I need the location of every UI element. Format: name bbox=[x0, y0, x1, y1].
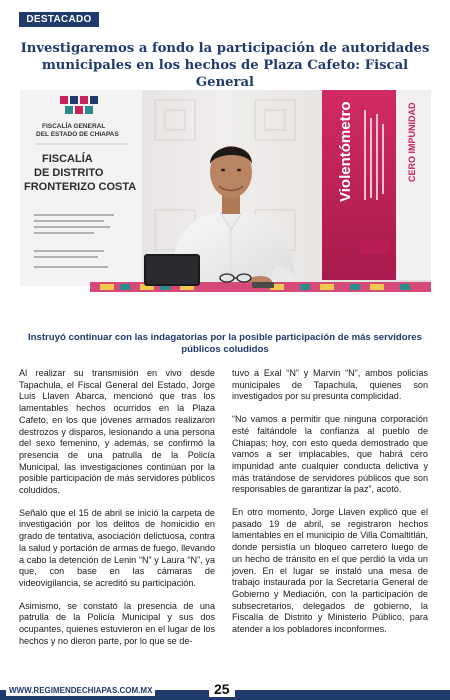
banner-violentometro: Violentómetro bbox=[337, 101, 354, 202]
phone-on-table bbox=[252, 282, 274, 288]
article-photo bbox=[20, 90, 431, 314]
left-paragraph-2: Señaló que el 15 de abril se inició la carpeta de investigación por los delitos de homicidio en grado de tentativa, asociación delictuosa, contra la salud y portación de armas de fuego, llevando a cabo la detención de Lenin “N” y Laura “N”, ya que, con base en las cámaras de videovigilancia, se acreditó su participación. bbox=[19, 507, 215, 588]
left-paragraph-3: Asimismo, se constató la presencia de una patrulla de la Policía Municipal y sus dos ocupantes, quienes estuvieron en el lugar de los hechos y no dieron parte, por lo que se de- bbox=[19, 600, 215, 646]
banner-office-line3: FRONTERIZO COSTA bbox=[24, 181, 137, 193]
page-number: 25 bbox=[209, 681, 235, 697]
left-banner bbox=[20, 90, 142, 290]
right-paragraph-3: En otro momento, Jorge Llaven explicó que el pasado 19 de abril, se registraron hechos lamentables en el municipio de Villa Comaltitlán, donde persistía un bloqueo carretero luego de un hecho de tránsito en el que perdió la vida un joven. En el lugar se instaló una mesa de trabajo instaurada por la Secretaría General de Gobierno y Mediación, con la participación de subsecretarios, delegados de gobierno, la Fiscalía de Distrito y Ministerio Público, para atender a los pobladores inconformes. bbox=[232, 507, 428, 635]
banner-office-line2: DE DISTRITO bbox=[34, 167, 104, 179]
right-paragraph-2: “No vamos a permitir que ninguna corporación esté faltándole la confianza al pueblo de Chiapas; hoy, con esto queda demostrado que vamos a ser implacables, que habrá cero impunidad ante cualquier conducta delictiva y más tratándose de servidores públicos que son responsables de garantizar la paz”, acotó. bbox=[232, 414, 428, 495]
footer-url[interactable]: WWW.REGIMENDECHIAPAS.COM.MX bbox=[6, 686, 155, 696]
banner-org-line1: FISCALÍA GENERAL bbox=[42, 123, 106, 130]
right-paragraph-1: tuvo a Exal “N” y Marvin “N”, ambos policías municipales de Tapachula, quienes son investigados por su presunta complicidad. bbox=[232, 368, 428, 402]
tablet-on-table bbox=[144, 254, 200, 286]
banner-org-line2: DEL ESTADO DE CHIAPAS bbox=[36, 131, 119, 138]
right-column bbox=[232, 368, 428, 647]
headline: Investigaremos a fondo la participación de autoridades municipales en los hechos de Plaza Cafeto: Fiscal General bbox=[20, 41, 430, 90]
left-column bbox=[19, 368, 215, 658]
banner-office-line1: FISCALÍA bbox=[42, 153, 93, 165]
right-banner bbox=[322, 90, 431, 280]
banner-cero-impunidad: CERO IMPUNIDAD bbox=[407, 102, 417, 182]
section-tag: DESTACADO bbox=[19, 12, 99, 27]
left-paragraph-1: Al realizar su transmisión en vivo desde Tapachula, el Fiscal General del Estado, Jorge Luis Llaven Abarca, mencionó que tras los lamentables hechos ocurridos en la Plaza Cafeto, en los que jóvenes armados realizaron destrozos y disparos, lesionando a una persona del sexo femenino, y además, se confirmó la presencia de una patrulla de la Policía Municipal, las investigaciones continúan por la posible participación de más servidores públicos coludidos. bbox=[19, 368, 215, 496]
photo-caption: Instruyó continuar con las indagatorias por la posible participación de más servidores públicos coludidos bbox=[28, 332, 422, 355]
